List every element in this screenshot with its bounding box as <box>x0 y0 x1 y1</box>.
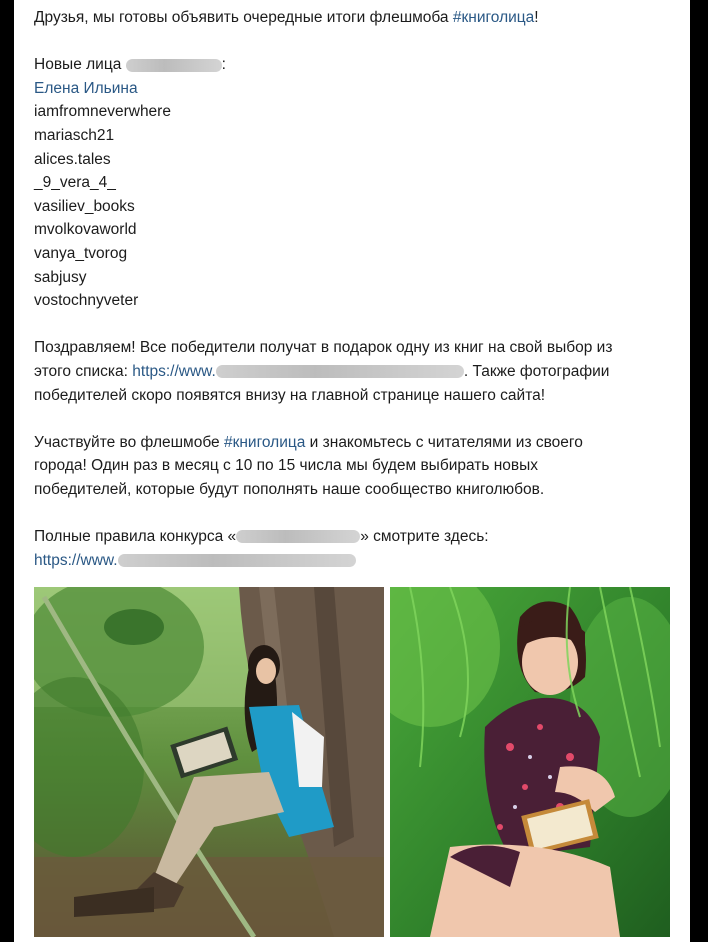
redacted-blur <box>236 530 360 543</box>
redacted-blur <box>118 554 356 567</box>
hashtag-link[interactable]: #книголица <box>452 9 535 26</box>
hashtag-link[interactable]: #книголица <box>223 433 306 451</box>
rules-line <box>34 525 674 549</box>
redacted-blur <box>126 59 222 72</box>
winner-name: iamfromneverwhere <box>34 103 171 121</box>
congrats-text-end: . Также фотографии <box>463 362 610 380</box>
intro-text: Друзья, мы готовы объявить очередные итоги флешмоба <box>34 9 453 26</box>
winner-name: _9_vera_4_ <box>34 174 116 192</box>
rules-text-end: » смотрите здесь: <box>360 528 489 546</box>
congrats-line-1: Поздравляем! Все победители получат в подарок одну из книг на свой выбор из <box>34 339 613 357</box>
participate-line-2: города! Один раз в месяц с 10 по 15 числа мы будем выбирать новых <box>34 457 539 475</box>
intro-line <box>34 6 674 30</box>
photo-willow-reader[interactable] <box>390 587 670 937</box>
winner-name: vasiliev_books <box>34 197 135 215</box>
photo-forest-reader-image <box>34 587 384 937</box>
congrats-line-3: победителей скоро появятся внизу на главной странице нашего сайта! <box>34 386 546 404</box>
winner-name: sabjusy <box>34 268 87 286</box>
winner-name: mvolkovaworld <box>34 221 137 239</box>
congrats-line-2 <box>34 360 674 384</box>
rules-link[interactable]: https://www. <box>34 549 674 573</box>
post-text <box>34 6 674 572</box>
photo-forest-reader[interactable] <box>34 587 384 937</box>
winner-profile-link[interactable]: Елена Ильина <box>34 79 138 97</box>
participate-line-3: победителей, которые будут пополнять наше сообщество книголюбов. <box>34 480 545 498</box>
participate-line-1 <box>34 431 674 455</box>
photo-willow-reader-image <box>390 587 670 937</box>
new-faces-line <box>34 53 674 77</box>
new-faces-colon: : <box>221 56 226 74</box>
new-faces-label: Новые лица <box>34 56 126 74</box>
post-card <box>14 0 690 942</box>
winner-name: vanya_tvorog <box>34 244 128 262</box>
winner-name: vostochnyveter <box>34 292 139 310</box>
winner-name: alices.tales <box>34 150 111 168</box>
participate-text-end: и знакомьтесь с читателями из своего <box>305 433 583 451</box>
winner-name: mariasch21 <box>34 126 115 144</box>
redacted-blur <box>216 365 464 378</box>
rules-text: Полные правила конкурса « <box>34 528 237 546</box>
books-list-link[interactable]: https://www. <box>132 363 464 380</box>
congrats-text: этого списка: <box>34 362 133 380</box>
intro-end: ! <box>534 9 539 26</box>
participate-text: Участвуйте во флешмобе <box>34 433 224 451</box>
